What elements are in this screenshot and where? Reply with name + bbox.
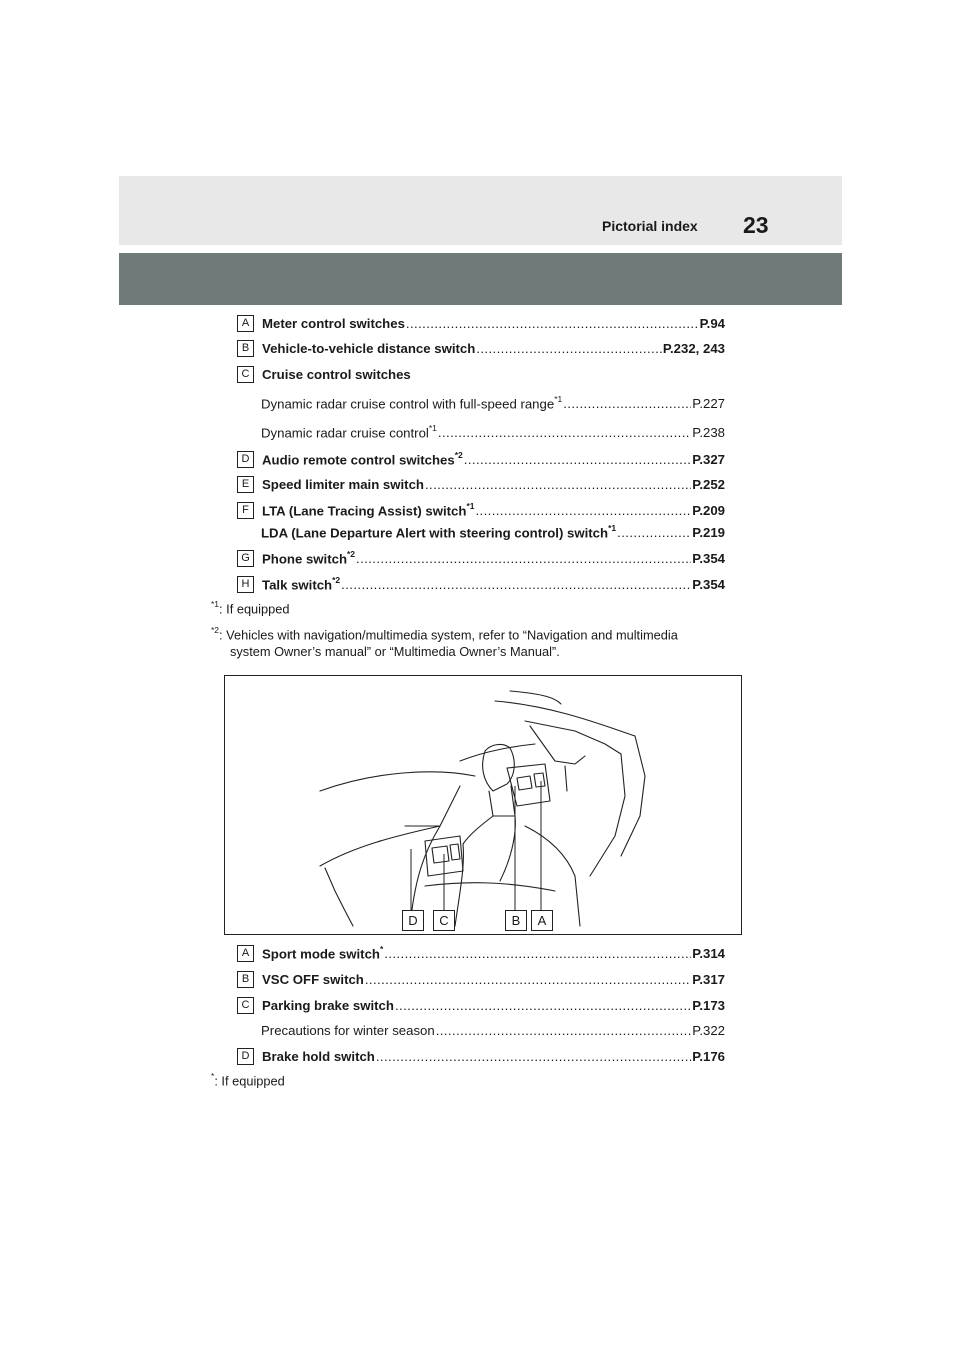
header-band-dark (119, 253, 842, 305)
center-console-illustration (224, 675, 742, 935)
list-item[interactable] (237, 475, 725, 493)
leader-dots (365, 972, 691, 987)
footnote (211, 1068, 285, 1090)
item-title: Meter control switches (262, 315, 405, 331)
list-subitem[interactable] (261, 1021, 725, 1039)
list-item[interactable] (237, 944, 725, 962)
item-badge: D (237, 1048, 254, 1065)
callout-label-c: C (433, 910, 455, 931)
item-badge: B (237, 971, 254, 988)
item-badge: F (237, 502, 254, 519)
page-reference[interactable]: P.314 (692, 945, 725, 961)
page-reference[interactable]: P.219 (692, 524, 725, 540)
item-title: Talk switch$^{*2}$ (262, 574, 341, 593)
page-reference[interactable]: P.238 (692, 424, 725, 440)
leader-dots (341, 577, 691, 592)
page-reference[interactable]: P.252 (692, 476, 725, 492)
leader-dots (406, 316, 699, 331)
list-item[interactable] (237, 549, 725, 567)
page-reference[interactable]: P.317 (692, 971, 725, 987)
item-badge: D (237, 451, 254, 468)
leader-dots (376, 1049, 691, 1064)
item-title: Precautions for winter season (261, 1022, 435, 1038)
item-title: Sport mode switch* (262, 943, 384, 962)
item-title: Audio remote control switches$^{*2}$ (262, 449, 463, 468)
item-badge: B (237, 340, 254, 357)
footnote-mark: * (211, 1071, 215, 1081)
leader-dots (476, 341, 662, 356)
list-item[interactable] (237, 501, 725, 519)
list-item[interactable] (237, 1047, 725, 1065)
item-title: Dynamic radar cruise control with full-speed range$^{*1}$ (261, 393, 563, 412)
page-reference[interactable]: P.173 (692, 997, 725, 1013)
section-title: Pictorial index (602, 218, 698, 234)
list-item[interactable] (237, 996, 725, 1014)
item-title: Cruise control switches (262, 366, 411, 382)
leader-dots (384, 946, 691, 961)
page-reference[interactable]: P.322 (692, 1022, 725, 1038)
leader-dots (395, 998, 691, 1013)
leader-dots (356, 551, 691, 566)
leader-dots (475, 503, 691, 518)
footnote-continuation: system Owner’s manual” or “Multimedia Owner’s Manual”. (230, 644, 560, 659)
page-number: 23 (743, 212, 769, 238)
item-badge: E (237, 476, 254, 493)
page-reference[interactable]: P.354 (692, 576, 725, 592)
list-item[interactable] (237, 314, 725, 332)
item-title: LTA (Lane Tracing Assist) switch$^{*1}$ (262, 500, 475, 519)
leader-dots (425, 477, 691, 492)
item-title: Speed limiter main switch (262, 476, 424, 492)
list-subitem[interactable] (261, 423, 725, 441)
leader-dots (438, 425, 691, 440)
console-drawing (225, 676, 741, 934)
callout-label-a: A (531, 910, 553, 931)
page-reference[interactable]: P.94 (699, 315, 725, 331)
item-badge: A (237, 945, 254, 962)
page-reference[interactable]: P.227 (692, 395, 725, 411)
item-title: Brake hold switch (262, 1048, 375, 1064)
item-badge: H (237, 576, 254, 593)
page-reference[interactable]: P.232, 243 (662, 340, 725, 356)
item-title: Dynamic radar cruise control$^{*1}$ (261, 422, 437, 441)
footnote-text: : Vehicles with navigation/multimedia system, refer to “Navigation and multimedia (219, 627, 678, 643)
item-badge: C (237, 997, 254, 1014)
footnote (211, 596, 290, 618)
item-title: VSC OFF switch (262, 971, 364, 987)
item-title: Parking brake switch (262, 997, 394, 1013)
leader-dots (563, 396, 691, 411)
footnote-text: : If equipped (219, 601, 290, 617)
page-reference[interactable]: P.176 (692, 1048, 725, 1064)
leader-dots (436, 1023, 692, 1038)
list-item[interactable] (237, 970, 725, 988)
list-item[interactable] (237, 339, 725, 357)
page-reference[interactable]: P.209 (692, 502, 725, 518)
list-subitem[interactable] (261, 523, 725, 541)
item-badge: G (237, 550, 254, 567)
page-reference[interactable]: P.327 (692, 451, 725, 467)
callout-label-d: D (402, 910, 424, 931)
item-title: Phone switch$^{*2}$ (262, 548, 356, 567)
item-title: Vehicle-to-vehicle distance switch (262, 340, 476, 356)
callout-label-b: B (505, 910, 527, 931)
leader-dots (617, 525, 691, 540)
list-subitem[interactable] (261, 394, 725, 412)
item-badge: C (237, 366, 254, 383)
list-item (237, 365, 725, 383)
footnote-text: : If equipped (214, 1073, 285, 1089)
page-reference[interactable]: P.354 (692, 550, 725, 566)
footnote (211, 622, 678, 644)
item-title: LDA (Lane Departure Alert with steering control) switch$^{*1}$ (261, 522, 617, 541)
leader-dots (464, 452, 691, 467)
header-band-light (119, 176, 842, 245)
list-item[interactable] (237, 575, 725, 593)
item-badge: A (237, 315, 254, 332)
list-item[interactable] (237, 450, 725, 468)
footnote-mark: *1 (211, 599, 220, 609)
header-separator (119, 245, 842, 253)
footnote-mark: *2 (211, 625, 220, 635)
